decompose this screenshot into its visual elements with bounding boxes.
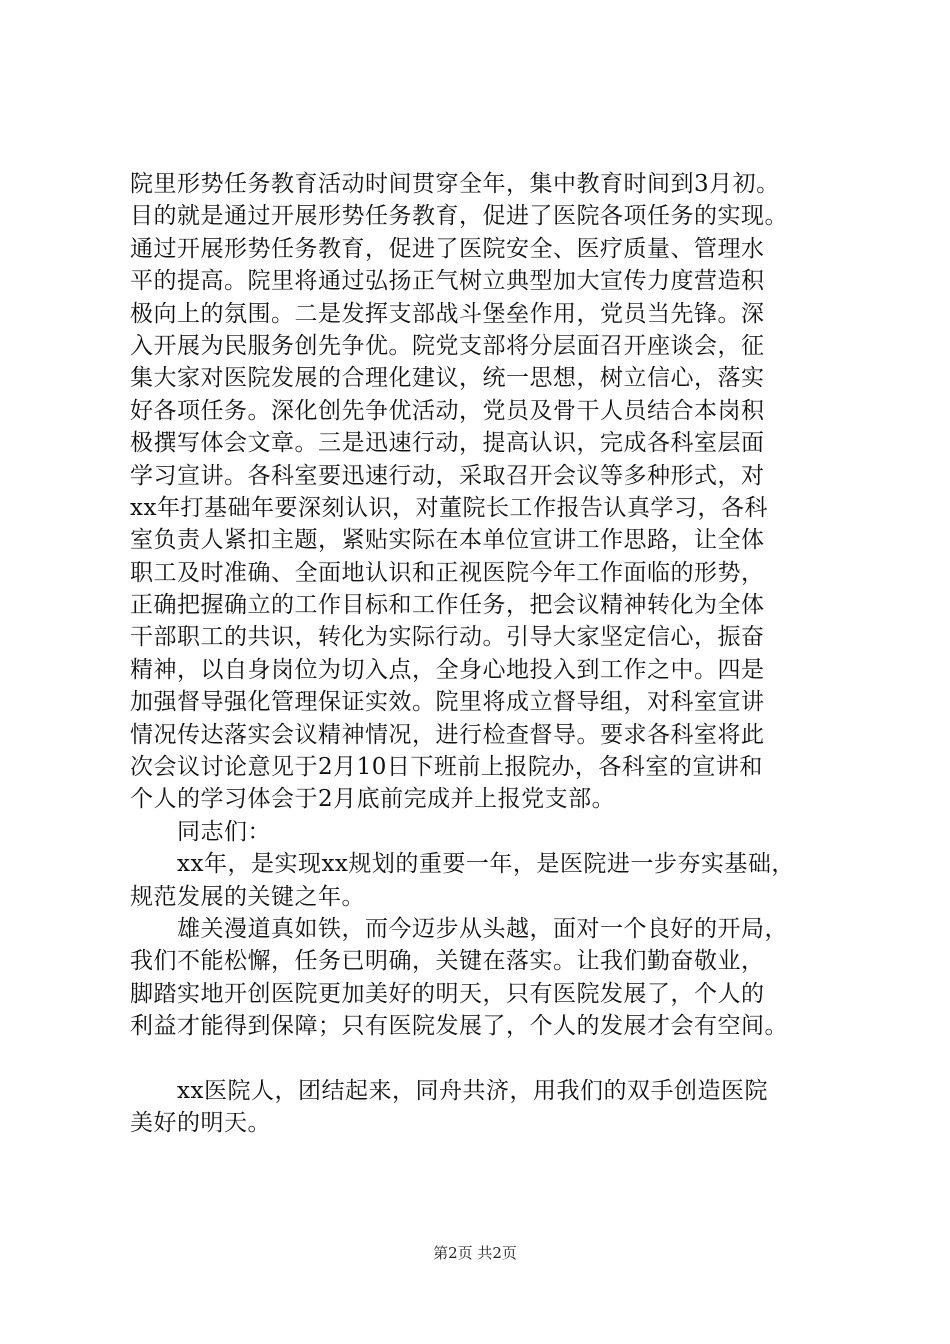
text-line: 加强督导强化管理保证实效。院里将成立督导组，对科室宣讲 [130, 689, 765, 716]
salutation-line: 同志们： [130, 818, 271, 845]
text-line: xx医院人，团结起来，同舟共济，用我们的双手创造医院 [130, 1077, 768, 1104]
text-line: 好各项任务。深化创先争优活动，党员及骨干人员结合本岗积 [130, 397, 765, 424]
text-line: 入开展为民服务创先争优。院党支部将分层面召开座谈会，征 [130, 332, 765, 359]
text-line: 极撰写体会文章。三是迅速行动，提高认识，完成各科室层面 [130, 430, 765, 457]
text-line: 规范发展的关键之年。 [130, 883, 365, 910]
text-line: 学习宣讲。各科室要迅速行动，采取召开会议等多种形式，对 [130, 462, 765, 489]
text-line: 精神，以自身岗位为切入点，全身心地投入到工作之中。四是 [130, 656, 765, 683]
text-line: 雄关漫道真如铁，而今迈步从头越，面对一个良好的开局， [130, 915, 788, 942]
text-line: 室负责人紧扣主题，紧贴实际在本单位宣讲工作思路，让全体 [130, 527, 765, 554]
text-line: xx年，是实现xx规划的重要一年，是医院进一步夯实基础， [130, 851, 795, 878]
text-line: 干部职工的共识，转化为实际行动。引导大家坚定信心，振奋 [130, 624, 765, 651]
paragraph-gap [130, 1043, 850, 1075]
text-line: 院里形势任务教育活动时间贯穿全年，集中教育时间到3月初。 [130, 171, 780, 197]
body-text [130, 168, 850, 1140]
text-line: 情况传达落实会议精神情况，进行检查督导。要求各科室将此 [130, 721, 765, 748]
text-line: 通过开展形势任务教育，促进了医院安全、医疗质量、管理水 [130, 235, 765, 262]
text-line: 正确把握确立的工作目标和工作任务，把会议精神转化为全体 [130, 592, 765, 619]
text-line: 极向上的氛围。二是发挥支部战斗堡垒作用，党员当先锋。深 [130, 300, 765, 327]
text-line: xx年打基础年要深刻认识，对董院长工作报告认真学习，各科 [130, 494, 768, 521]
text-line: 美好的明天。 [130, 1110, 271, 1137]
text-line: 集大家对医院发展的合理化建议，统一思想，树立信心，落实 [130, 365, 765, 392]
page-footer: 第2页 共2页 [433, 1244, 517, 1262]
text-line: 利益才能得到保障；只有医院发展了，个人的发展才会有空间。 [130, 1013, 788, 1040]
text-line: 次会议讨论意见于2月10日下班前上报院办，各科室的宣讲和 [130, 754, 763, 781]
text-line: 个人的学习体会于2月底前完成并上报党支部。 [130, 786, 616, 813]
text-line: 目的就是通过开展形势任务教育，促进了医院各项任务的实现。 [130, 203, 788, 230]
text-line: 职工及时准确、全面地认识和正视医院今年工作面临的形势， [130, 559, 765, 586]
text-line: 平的提高。院里将通过弘扬正气树立典型加大宣传力度营造积 [130, 268, 765, 295]
text-line: 脚踏实地开创医院更加美好的明天，只有医院发展了，个人的 [130, 980, 765, 1007]
text-line: 我们不能松懈，任务已明确，关键在落实。让我们勤奋敬业， [130, 948, 765, 975]
